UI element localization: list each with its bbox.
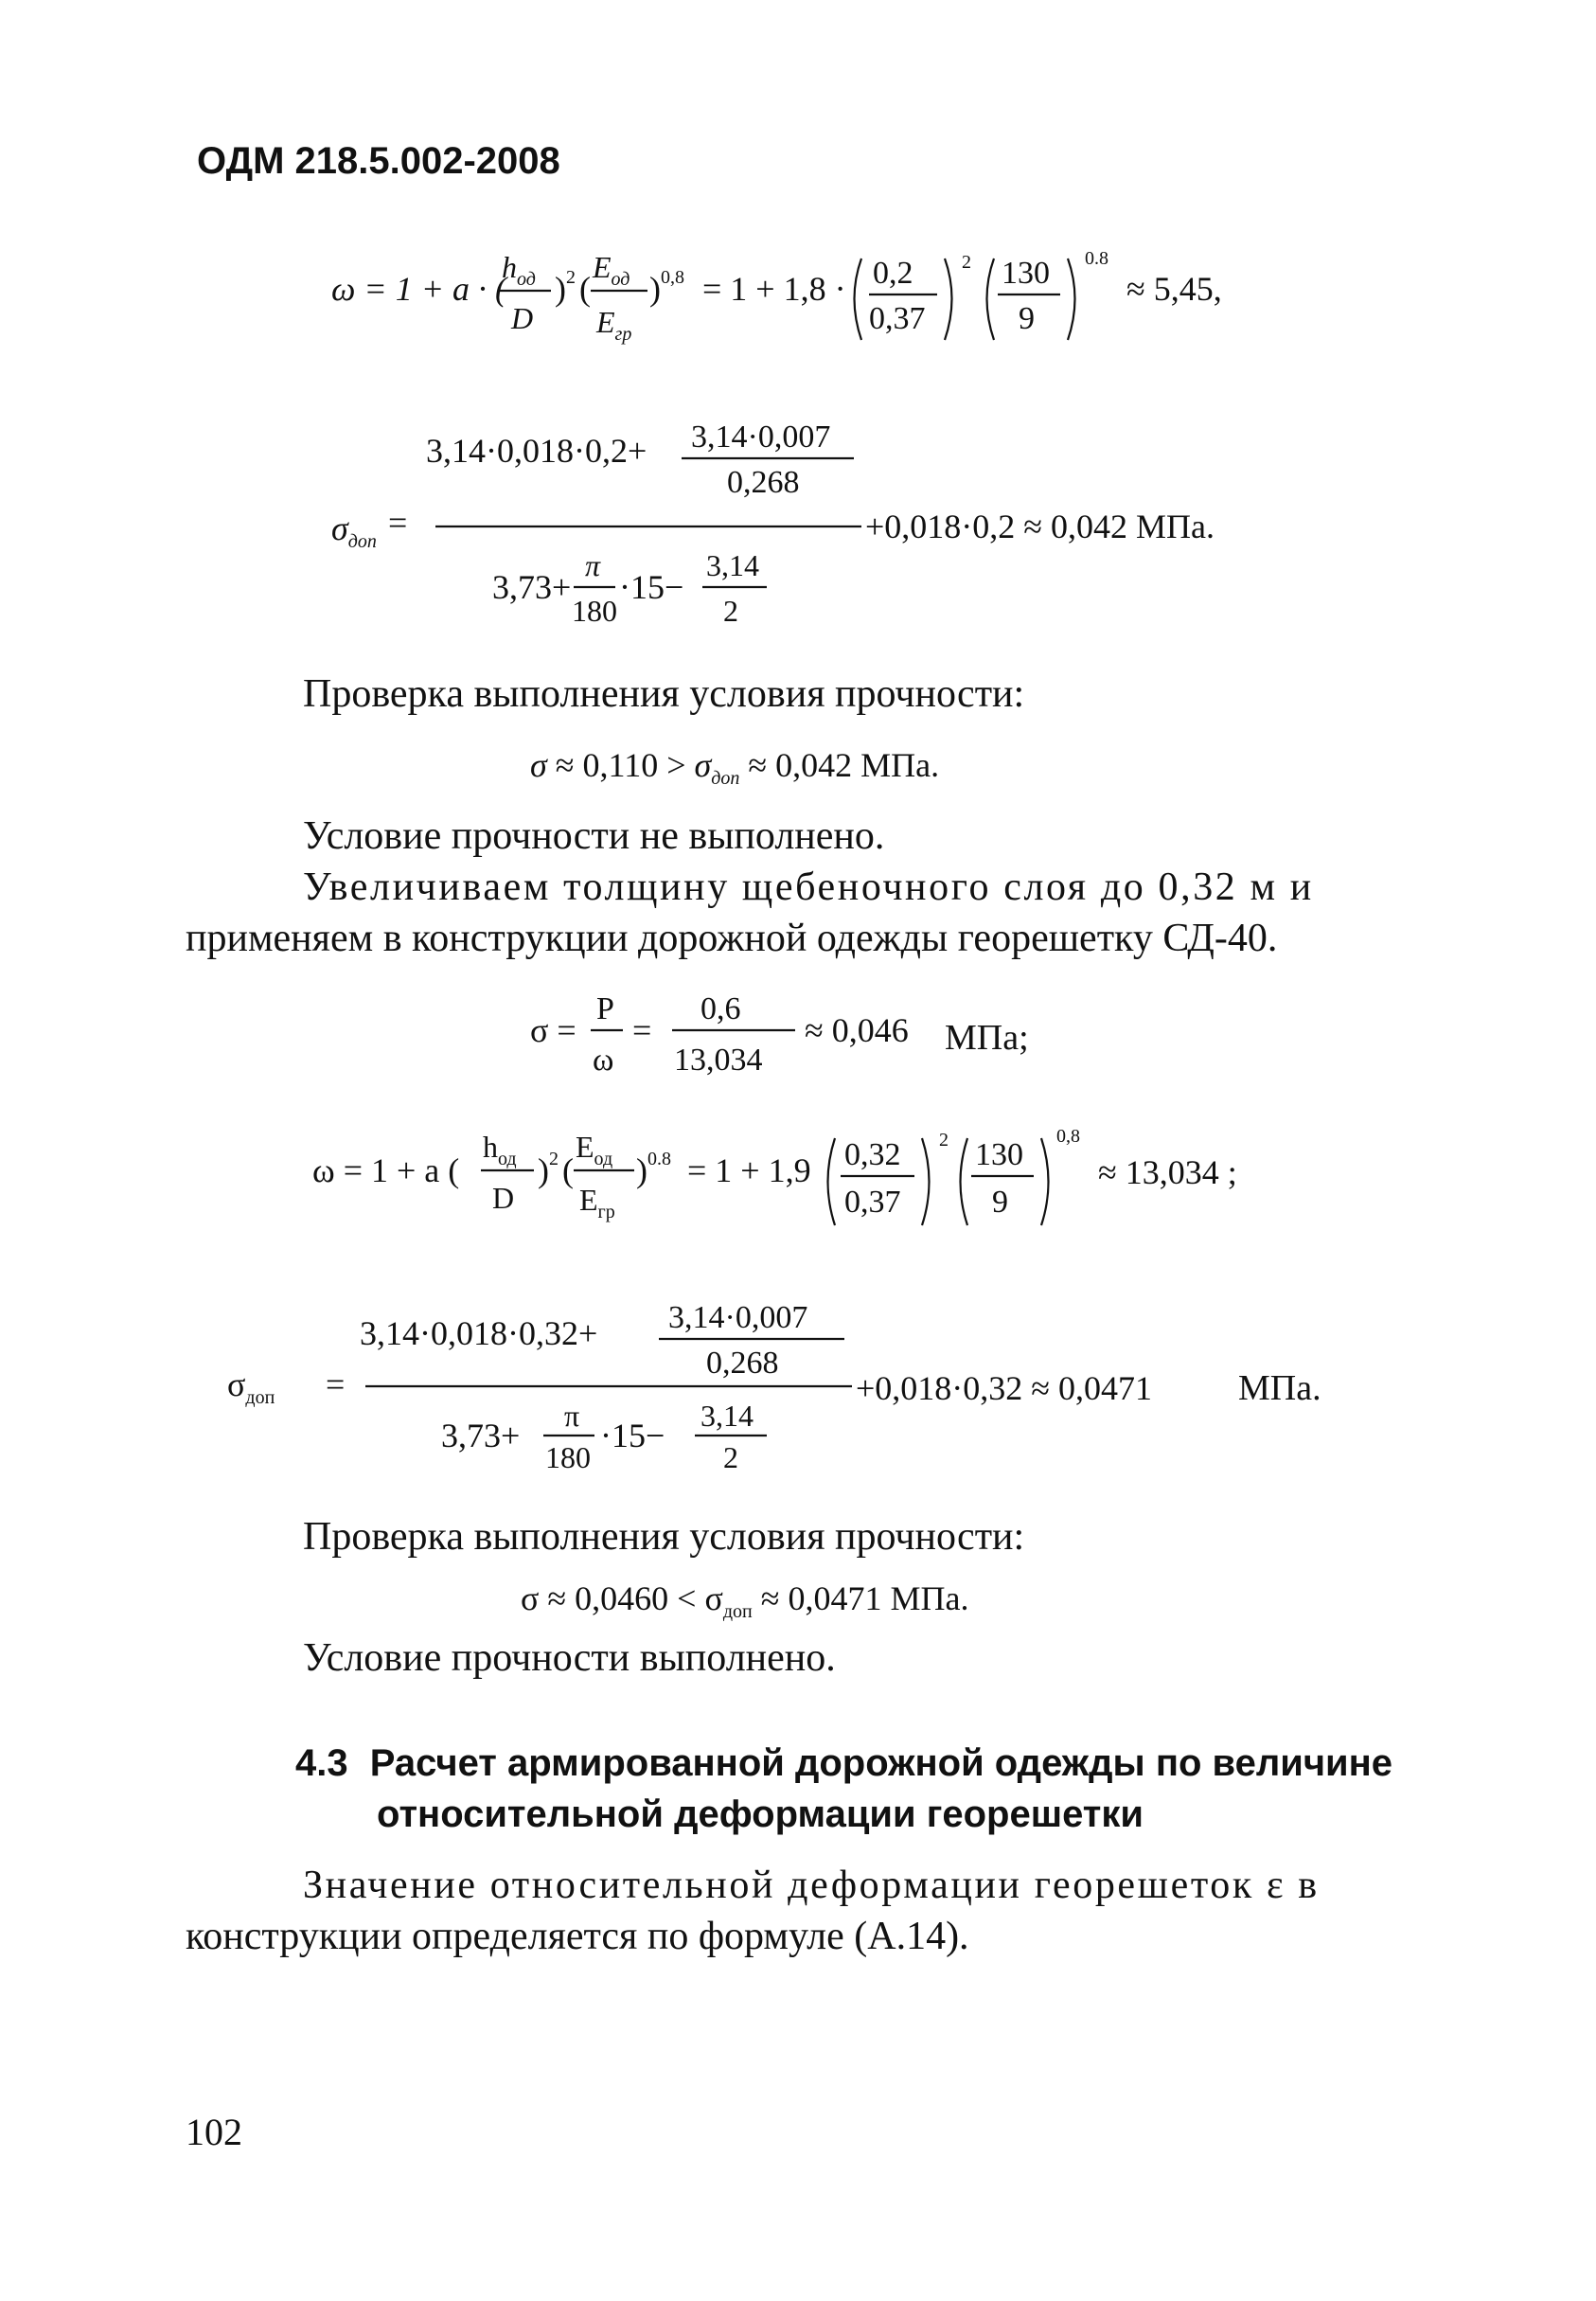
svg-text:σ ≈ 0,0460 < σдоп ≈ 0,0471 МПа: $\sigma \approx 0,0460 < \sigma_{доп} \approx 0,0471$ МПа.: [521, 1579, 969, 1622]
svg-text:3,14·0,007: 3,14·0,007: [691, 419, 831, 455]
svg-text:3,73+: 3,73+: [441, 1417, 521, 1454]
svg-text:МПа.: МПа.: [1238, 1368, 1321, 1408]
svg-text:= 1 + 1,9: = 1 + 1,9: [687, 1151, 811, 1189]
svg-text:0,2: 0,2: [873, 256, 913, 291]
svg-text:π: π: [564, 1399, 580, 1433]
formula-omega-2: [312, 1115, 1278, 1248]
formula-comparison-1: [530, 739, 1098, 795]
svg-text:0,8: 0,8: [1056, 1126, 1080, 1147]
paragraph-met: Условие прочности выполнено.: [303, 1636, 836, 1680]
svg-text:=: =: [632, 1011, 652, 1049]
svg-text:0,6: 0,6: [700, 991, 741, 1026]
svg-text:3,14·0,007: 3,14·0,007: [668, 1300, 808, 1335]
svg-text:3,14: 3,14: [706, 548, 759, 582]
svg-text:2: 2: [549, 1149, 559, 1169]
svg-text:130: 130: [1002, 256, 1050, 291]
svg-text:13,034: 13,034: [674, 1043, 763, 1078]
paragraph-check-1: Проверка выполнения условия прочности:: [303, 672, 1025, 716]
svg-text:P: P: [596, 991, 614, 1026]
paragraph-check-2: Проверка выполнения условия прочности:: [303, 1515, 1025, 1559]
svg-text:Eод: $E_{од}$: [576, 1130, 613, 1169]
svg-text:D: D: [511, 301, 534, 335]
section-heading: [295, 1742, 1392, 1785]
svg-text:≈ 13,034 ;: ≈ 13,034 ;: [1098, 1153, 1237, 1191]
svg-text:9: 9: [992, 1185, 1008, 1220]
svg-text:ω = 1 + a · (: ω = 1 + a · (: [331, 270, 506, 308]
svg-text:D: D: [492, 1181, 515, 1215]
svg-text:hод: $h_{од}$: [502, 250, 536, 290]
svg-text:2: 2: [566, 267, 576, 288]
svg-text:0,8: 0,8: [661, 267, 684, 288]
svg-text:0,268: 0,268: [706, 1346, 779, 1381]
page-number: 102: [186, 2111, 242, 2153]
svg-text:+0,018·0,32 ≈ 0,0471: +0,018·0,32 ≈ 0,0471: [856, 1369, 1153, 1407]
svg-text:0.8: 0.8: [1085, 248, 1108, 269]
svg-text:): ): [555, 270, 566, 308]
svg-text:hод: $h_{од}$: [483, 1130, 517, 1169]
formula-sigma-allowable-1: [331, 417, 1278, 653]
svg-text:·15−: ·15−: [619, 568, 684, 606]
svg-text:σ =: σ =: [530, 1011, 576, 1049]
svg-text:180: 180: [572, 594, 617, 628]
svg-text:σдоп: $\sigma_{доп}$: [331, 509, 377, 552]
svg-text:ω = 1 + a (: ω = 1 + a (: [312, 1151, 460, 1189]
formula-comparison-2: [521, 1572, 1183, 1629]
svg-text:0.8: 0.8: [647, 1149, 671, 1169]
svg-text:=: =: [388, 504, 408, 542]
svg-text:3,14·0,018·0,2+: 3,14·0,018·0,2+: [426, 432, 647, 470]
formula-sigma-allowable-2: [227, 1278, 1363, 1506]
svg-text:): ): [538, 1151, 549, 1189]
paragraph-value-line-1: Значение относительной деформации георешеток ε в: [303, 1864, 1320, 1907]
svg-text:π: π: [585, 548, 601, 582]
svg-text:=: =: [326, 1365, 346, 1403]
svg-text:2: 2: [723, 1440, 738, 1474]
svg-text:(: (: [562, 1151, 574, 1189]
svg-text:3,14·0,018·0,32+: 3,14·0,018·0,32+: [360, 1314, 598, 1352]
svg-text:): ): [636, 1151, 647, 1189]
svg-text:Eгр: $E_{гр}$: [579, 1183, 615, 1222]
svg-text:·15−: ·15−: [600, 1417, 665, 1454]
document-header: ОДМ 218.5.002-2008: [197, 140, 560, 182]
formula-sigma: [530, 975, 1098, 1098]
svg-text:0,37: 0,37: [869, 301, 926, 336]
svg-text:2: 2: [723, 594, 738, 628]
section-title-line-2: относительной деформации георешетки: [377, 1793, 1144, 1835]
svg-text:3,73+: 3,73+: [492, 568, 572, 606]
svg-text:0,32: 0,32: [844, 1137, 901, 1172]
svg-text:σ ≈ 0,110 > σдоп ≈ 0,042 МПа.: $\sigma \approx 0,110 > \sigma_{доп} \approx 0,042$ МПа.: [530, 746, 940, 789]
paragraph-increase-line-2: применяем в конструкции дорожной одежды георешетку СД-40.: [186, 917, 1278, 960]
svg-text:ω: ω: [593, 1043, 614, 1078]
svg-text:2: 2: [962, 252, 971, 273]
svg-text:180: 180: [545, 1440, 591, 1474]
svg-text:σдоп: $\sigma_{доп}$: [227, 1365, 275, 1408]
paragraph-increase-line-1: Увеличиваем толщину щебеночного слоя до 0,32 м и: [303, 865, 1314, 909]
svg-text:= 1 + 1,8 ·: = 1 + 1,8 ·: [702, 270, 846, 308]
paragraph-not-met: Условие прочности не выполнено.: [303, 814, 885, 858]
svg-text:0,268: 0,268: [727, 465, 800, 500]
section-number: 4.3: [295, 1742, 348, 1784]
svg-text:МПа;: МПа;: [945, 1018, 1029, 1058]
svg-text:≈ 0,046: ≈ 0,046: [805, 1011, 909, 1049]
paragraph-value-line-2: конструкции определяется по формуле (А.14).: [186, 1915, 969, 1958]
svg-text:3,14: 3,14: [700, 1399, 754, 1433]
section-title-line-1: Расчет армированной дорожной одежды по величине: [369, 1742, 1393, 1784]
svg-text:0,37: 0,37: [844, 1185, 901, 1220]
svg-text:): ): [649, 270, 661, 308]
svg-text:9: 9: [1019, 301, 1035, 336]
svg-text:2: 2: [939, 1130, 949, 1150]
svg-text:+0,018·0,2 ≈ 0,042 МПа.: +0,018·0,2 ≈ 0,042 МПа.: [865, 508, 1215, 545]
svg-text:≈ 5,45,: ≈ 5,45,: [1126, 270, 1222, 308]
svg-text:Eод: $E_{од}$: [593, 250, 630, 290]
svg-text:130: 130: [975, 1137, 1023, 1172]
svg-text:(: (: [579, 270, 591, 308]
svg-text:Eгр: $E_{гр}$: [596, 305, 632, 345]
formula-omega-1: [331, 241, 1278, 365]
